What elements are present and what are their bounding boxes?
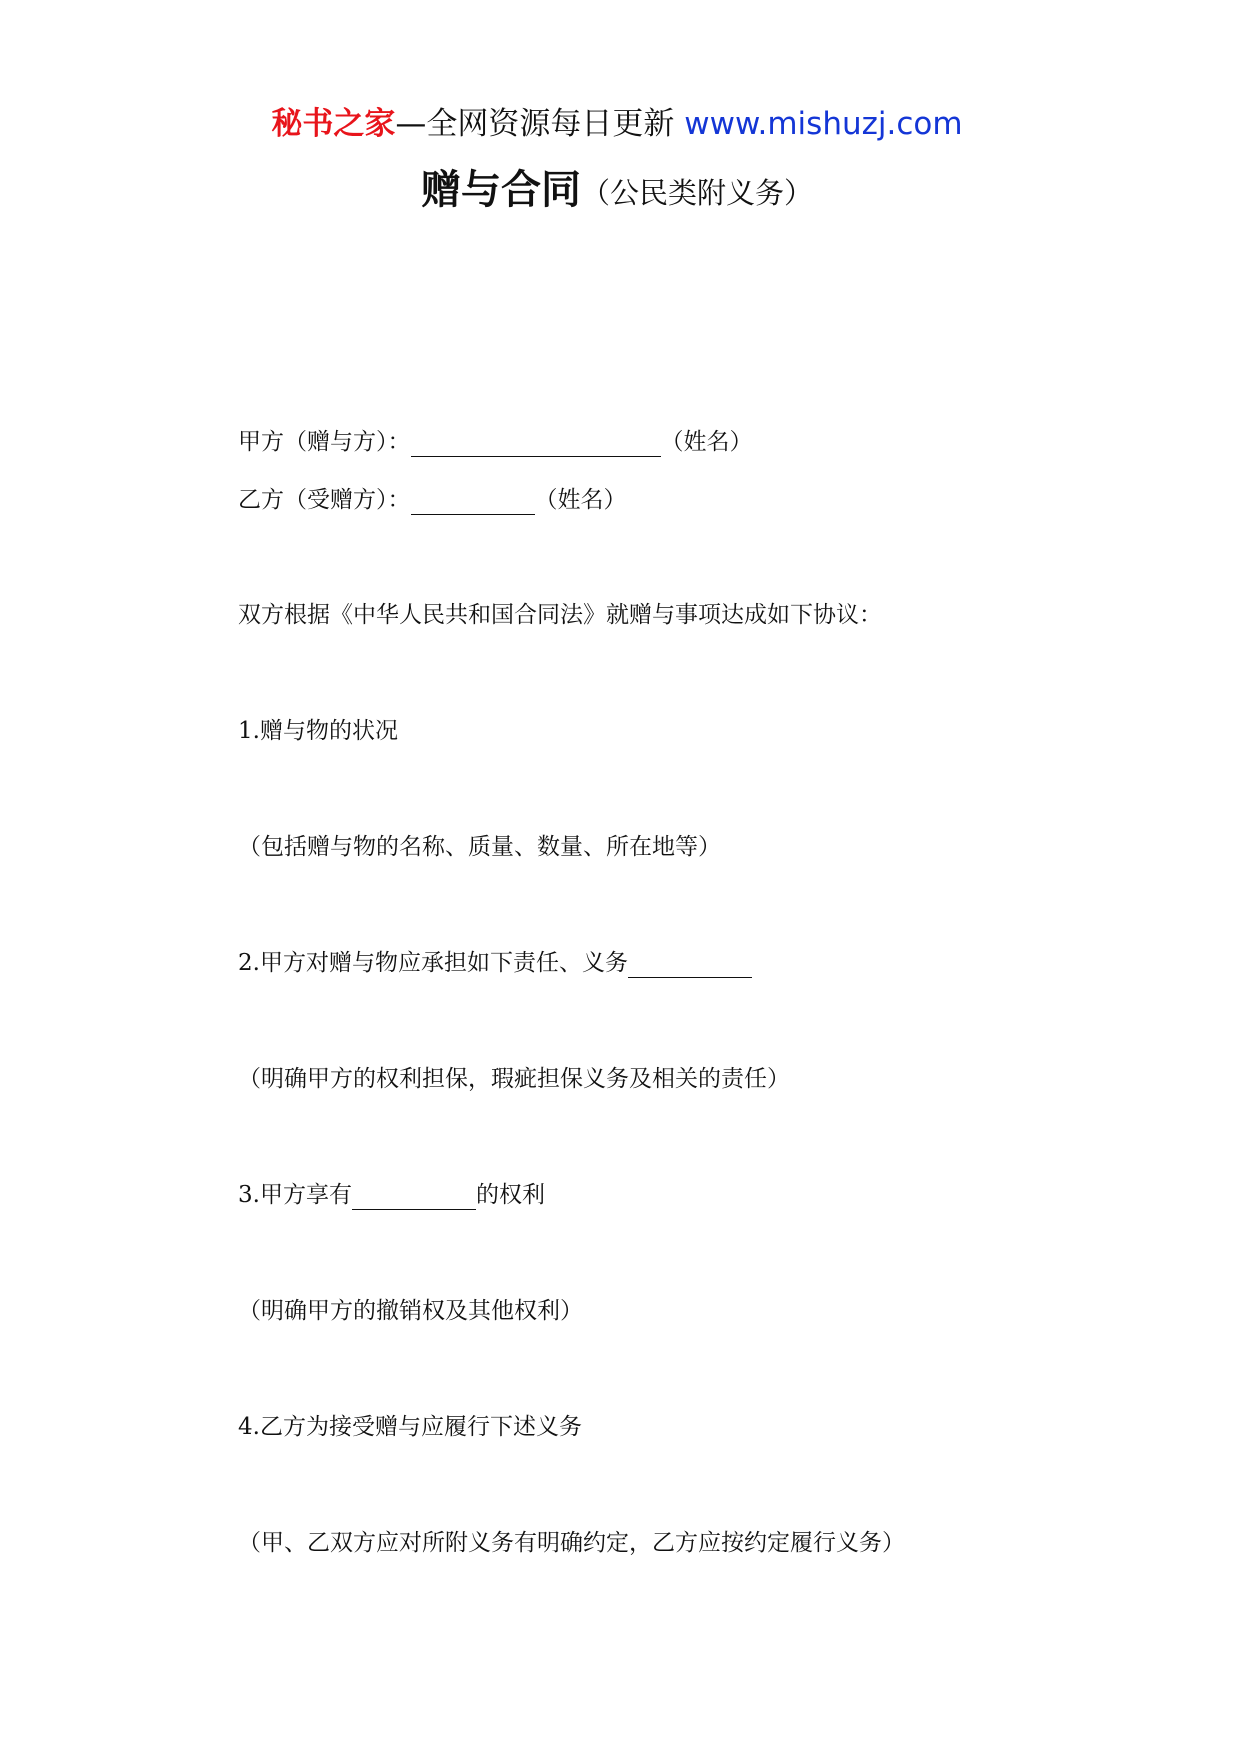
clause-1-note: （包括赠与物的名称、质量、数量、所在地等）: [238, 834, 721, 860]
site-url-link[interactable]: www.mishuzj.com: [684, 106, 963, 142]
clause-3-note: （明确甲方的撤销权及其他权利）: [238, 1298, 583, 1324]
title-subtitle: （公民类附义务）: [580, 176, 813, 210]
clause-2-note: （明确甲方的权利担保，瑕疵担保义务及相关的责任）: [238, 1066, 790, 1092]
clause-3-heading-after: 的权利: [475, 1182, 545, 1208]
clause-4-note: （甲、乙双方应对所附义务有明确约定，乙方应按约定履行义务）: [238, 1530, 905, 1556]
party-a-label: 甲方（赠与方）：: [238, 429, 411, 455]
clause-3-heading-before: 3.甲方享有: [238, 1182, 352, 1208]
party-b-line: [238, 485, 627, 515]
party-b-suffix: （姓名）: [534, 487, 627, 513]
party-a-suffix: （姓名）: [660, 429, 753, 455]
brand-name: 秘书之家: [271, 106, 396, 142]
clause-3-blank[interactable]: [352, 1183, 476, 1210]
document-title: [0, 158, 1234, 215]
party-a-name-blank[interactable]: [411, 430, 661, 457]
clause-2-blank[interactable]: [628, 951, 752, 978]
clause-2-heading-text: 2.甲方对赠与物应承担如下责任、义务: [238, 950, 628, 976]
party-a-line: [238, 427, 753, 457]
clause-4-heading: 4.乙方为接受赠与应履行下述义务: [238, 1414, 582, 1440]
title-main: 赠与合同: [420, 167, 581, 213]
clause-3-heading: [238, 1180, 545, 1210]
site-banner: [0, 104, 1234, 144]
party-b-name-blank[interactable]: [411, 488, 535, 515]
banner-slogan: —全网资源每日更新: [395, 106, 685, 142]
party-b-label: 乙方（受赠方）：: [238, 487, 411, 513]
clause-1-heading: 1.赠与物的状况: [238, 718, 398, 744]
intro-paragraph: 双方根据《中华人民共和国合同法》就赠与事项达成如下协议：: [238, 602, 882, 628]
clause-2-heading: [238, 948, 752, 978]
